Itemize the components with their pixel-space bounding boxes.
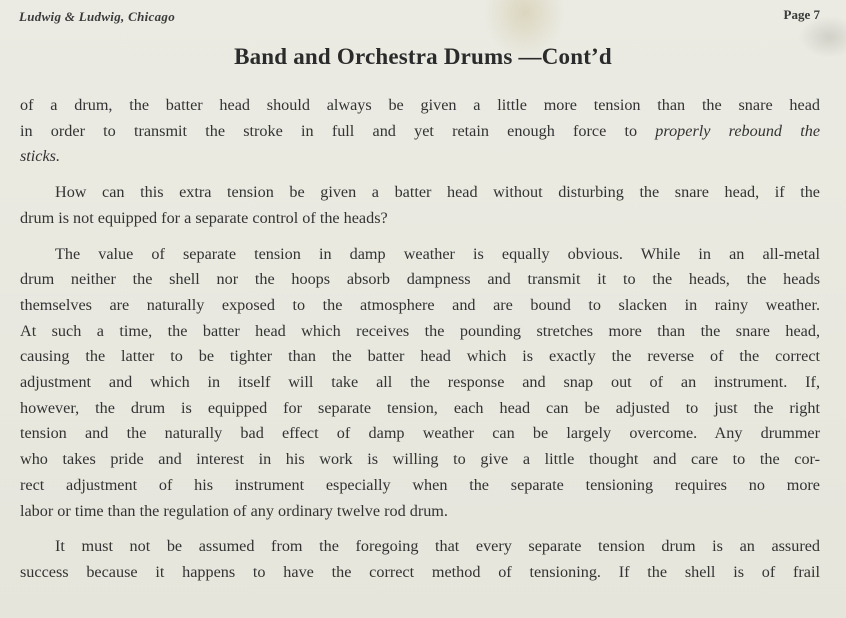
text-line: labor or time than the regulation of any ordinary twelve rod drum. [20,501,448,520]
text-line: tension and the naturally bad effect of damp weather can be largely overcome. Any drummer [20,424,820,443]
text-line: It must not be assumed from the foregoing that every separate tension drum is an assured [55,537,820,556]
text-line: rect adjustment of his instrument especially when the separate tensioning requires no more [20,475,820,494]
text-line: drum neither the shell nor the hoops absorb dampness and transmit it to the heads, the heads [20,270,820,289]
text-line: of a drum, the batter head should always be given a little more tension than the snare head [20,96,820,114]
running-header-publisher: Ludwig & Ludwig, Chicago [19,9,176,24]
text-segment: in order to transmit the stroke in full and yet retain enough force to [20,121,638,140]
page-number: Page 7 [783,7,820,22]
text-line: causing the latter to be tighter than the batter head which is exactly the reverse of the correct [20,347,820,366]
paragraph-2 [20,180,820,231]
text-line: who takes pride and interest in his work is willing to give a little thought and care to the cor- [20,450,820,469]
text-line [20,119,820,145]
text-line: adjustment and which in itself will take all the response and snap out of an instrument. If, [20,373,820,392]
text-line: however, the drum is equipped for separate tension, each head can be adjusted to just the right [20,398,820,417]
emphasis-text: properly rebound the [655,121,821,140]
page-title: Band and Orchestra Drums —Cont’d [234,44,612,69]
text-line: At such a time, the batter head which receives the pounding stretches more than the snare head, [20,321,820,340]
article-body [20,93,820,596]
paragraph-1 [20,93,820,170]
text-line: themselves are naturally exposed to the atmosphere and are bound to slacken in rainy weather. [20,295,820,314]
paragraph-4 [20,534,820,585]
paragraph-3 [20,242,820,525]
text-line: The value of separate tension in damp weather is equally obvious. While in an all-metal [55,244,820,263]
text-line: drum is not equipped for a separate control of the heads? [20,208,388,227]
text-line: How can this extra tension be given a batter head without disturbing the snare head, if the [55,183,820,202]
text-line: success because it happens to have the correct method of tensioning. If the shell is of frail [20,562,820,581]
text-line: sticks. [20,147,61,166]
